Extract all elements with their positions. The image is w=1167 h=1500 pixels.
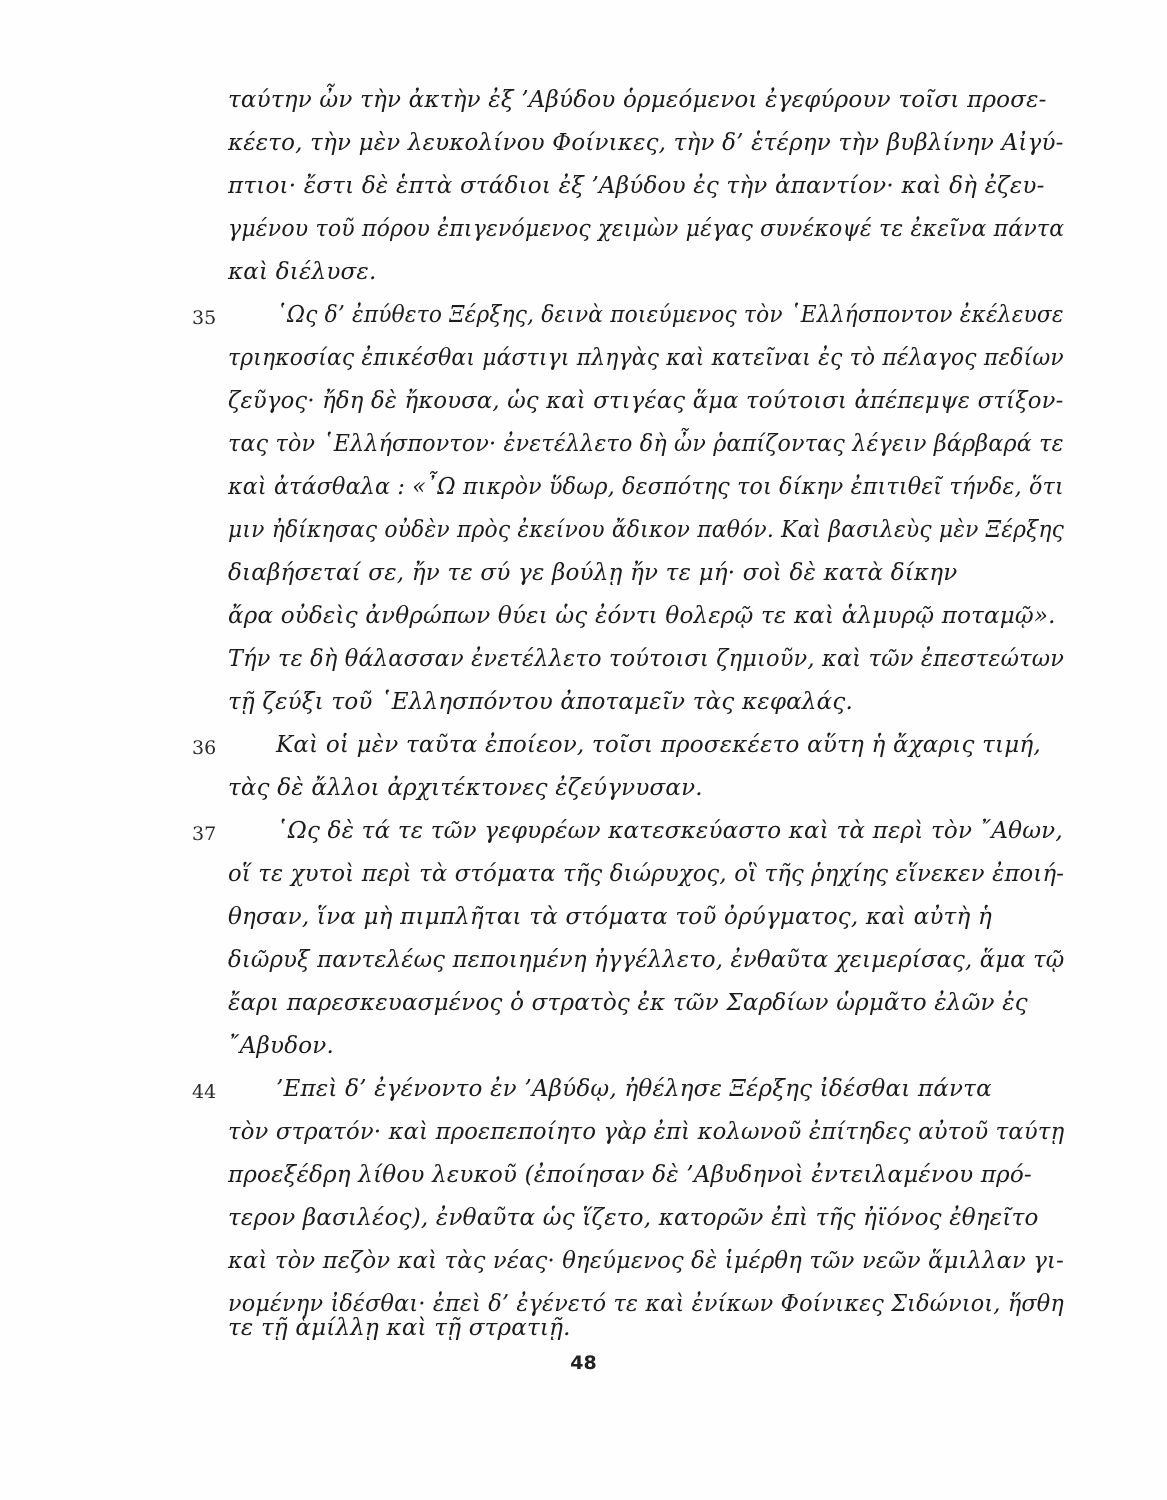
text-line: γμένου τοῦ πόρου ἐπιγενόμενος χειμὼν μέγας συνέκοψέ τε ἐκεῖνα πάντα	[228, 216, 1065, 242]
text-line: νομένην ἰδέσθαι· ἐπεὶ δ’ ἐγένετό τε καὶ ἐνίκων Φοίνικες Σιδώνιοι, ἥσθη	[228, 1291, 1064, 1317]
chapter-number: 37	[192, 823, 217, 845]
text-line: τὸν στρατόν· καὶ προεπεποίητο γὰρ ἐπὶ κολωνοῦ ἐπίτηδες αὐτοῦ ταύτῃ	[228, 1119, 1065, 1145]
text-line: θησαν, ἵνα μὴ πιμπλῆται τὰ στόματα τοῦ ὀρύγματος, καὶ αὐτὴ ἡ	[228, 904, 992, 930]
text-line: καὶ ἀτάσθαλα : «῏Ω πικρὸν ὕδωρ, δεσπότης τοι δίκην ἐπιτιθεῖ τήνδε, ὅτι	[228, 474, 1064, 500]
text-line: μιν ἠδίκησας οὐδὲν πρὸς ἐκείνου ἄδικον παθόν. Καὶ βασιλεὺς μὲν Ξέρξης	[228, 517, 1065, 543]
text-line: διῶρυξ παντελέως πεποιημένη ἠγγέλλετο, ἐνθαῦτα χειμερίσας, ἅμα τῷ	[228, 947, 1065, 973]
page-number: 48	[570, 1352, 597, 1374]
text-line: προεξέδρη λίθου λευκοῦ (ἐποίησαν δὲ ’Αβυδηνοὶ ἐντειλαμένου πρό-	[228, 1162, 1032, 1188]
text-line: ἔαρι παρεσκευασμένος ὁ στρατὸς ἐκ τῶν Σαρδίων ὡρμᾶτο ἐλῶν ἐς	[228, 990, 1028, 1016]
text-line: ῾Ως δὲ τά τε τῶν γεφυρέων κατεσκεύαστο καὶ τὰ περὶ τὸν ῎Αθων,	[276, 818, 1063, 844]
text-line: τῇ ζεύξι τοῦ ῾Ελλησπόντου ἀποταμεῖν τὰς κεφαλάς.	[228, 689, 853, 715]
text-line: ἄρα οὐδεὶς ἀνθρώπων θύει ὡς ἐόντι θολερῷ τε καὶ ἁλμυρῷ ποταμῷ».	[228, 603, 1056, 629]
text-line: οἵ τε χυτοὶ περὶ τὰ στόματα τῆς διώρυχος, οἳ τῆς ῥηχίης εἵνεκεν ἐποιή-	[228, 861, 1065, 887]
text-line: τερον βασιλέος), ἐνθαῦτα ὡς ἵζετο, κατορῶν ἐπὶ τῆς ἠϊόνος ἐθηεῖτο	[228, 1205, 1039, 1231]
text-line: ’Επεὶ δ’ ἐγένοντο ἐν ’Αβύδῳ, ἠθέλησε Ξέρξης ἰδέσθαι πάντα	[276, 1076, 992, 1102]
text-line: καὶ τὸν πεζὸν καὶ τὰς νέας· θηεύμενος δὲ ἱμέρθη τῶν νεῶν ἅμιλλαν γι-	[228, 1248, 1064, 1274]
text-line: ῾Ως δ’ ἐπύθετο Ξέρξης, δεινὰ ποιεύμενος τὸν ῾Ελλήσποντον ἐκέλευσε	[276, 302, 1064, 328]
text-line: διαβήσεταί σε, ἤν τε σύ γε βούλῃ ἤν τε μή· σοὶ δὲ κατὰ δίκην	[228, 560, 958, 586]
text-line: τας τὸν ῾Ελλήσποντον· ἐνετέλλετο δὴ ὦν ῥαπίζοντας λέγειν βάρβαρά τε	[228, 431, 1064, 457]
chapter-number: 36	[192, 737, 217, 759]
text-line: ζεῦγος· ἤδη δὲ ἤκουσα, ὡς καὶ στιγέας ἅμα τούτοισι ἀπέπεμψε στίξον-	[228, 388, 1064, 414]
text-line: ῎Αβυδον.	[228, 1033, 334, 1059]
chapter-number: 44	[192, 1081, 217, 1103]
text-line: τε τῇ ἁμίλλῃ καὶ τῇ στρατιῇ.	[228, 1315, 571, 1341]
text-line: ταύτην ὦν τὴν ἀκτὴν ἐξ ’Αβύδου ὁρμεόμενοι ἐγεφύρουν τοῖσι προσε-	[228, 87, 1047, 113]
text-line: κέετο, τὴν μὲν λευκολίνου Φοίνικες, τὴν δ’ ἑτέρην τὴν βυβλίνην Αἰγύ-	[228, 130, 1064, 156]
text-line: τὰς δὲ ἄλλοι ἀρχιτέκτονες ἐζεύγνυσαν.	[228, 775, 703, 801]
text-line: καὶ διέλυσε.	[228, 259, 377, 285]
chapter-number: 35	[192, 307, 217, 329]
text-line: τριηκοσίας ἐπικέσθαι μάστιγι πληγὰς καὶ κατεῖναι ἐς τὸ πέλαγος πεδίων	[228, 345, 1064, 371]
text-line: Τήν τε δὴ θάλασσαν ἐνετέλλετο τούτοισι ζημιοῦν, καὶ τῶν ἐπεστεώτων	[228, 646, 1065, 672]
text-line: πτιοι· ἔστι δὲ ἑπτὰ στάδιοι ἐξ ’Αβύδου ἐς τὴν ἀπαντίον· καὶ δὴ ἐζευ-	[228, 173, 1045, 199]
text-line: Καὶ οἱ μὲν ταῦτα ἐποίεον, τοῖσι προσεκέετο αὕτη ἡ ἄχαρις τιμή,	[276, 732, 1041, 758]
